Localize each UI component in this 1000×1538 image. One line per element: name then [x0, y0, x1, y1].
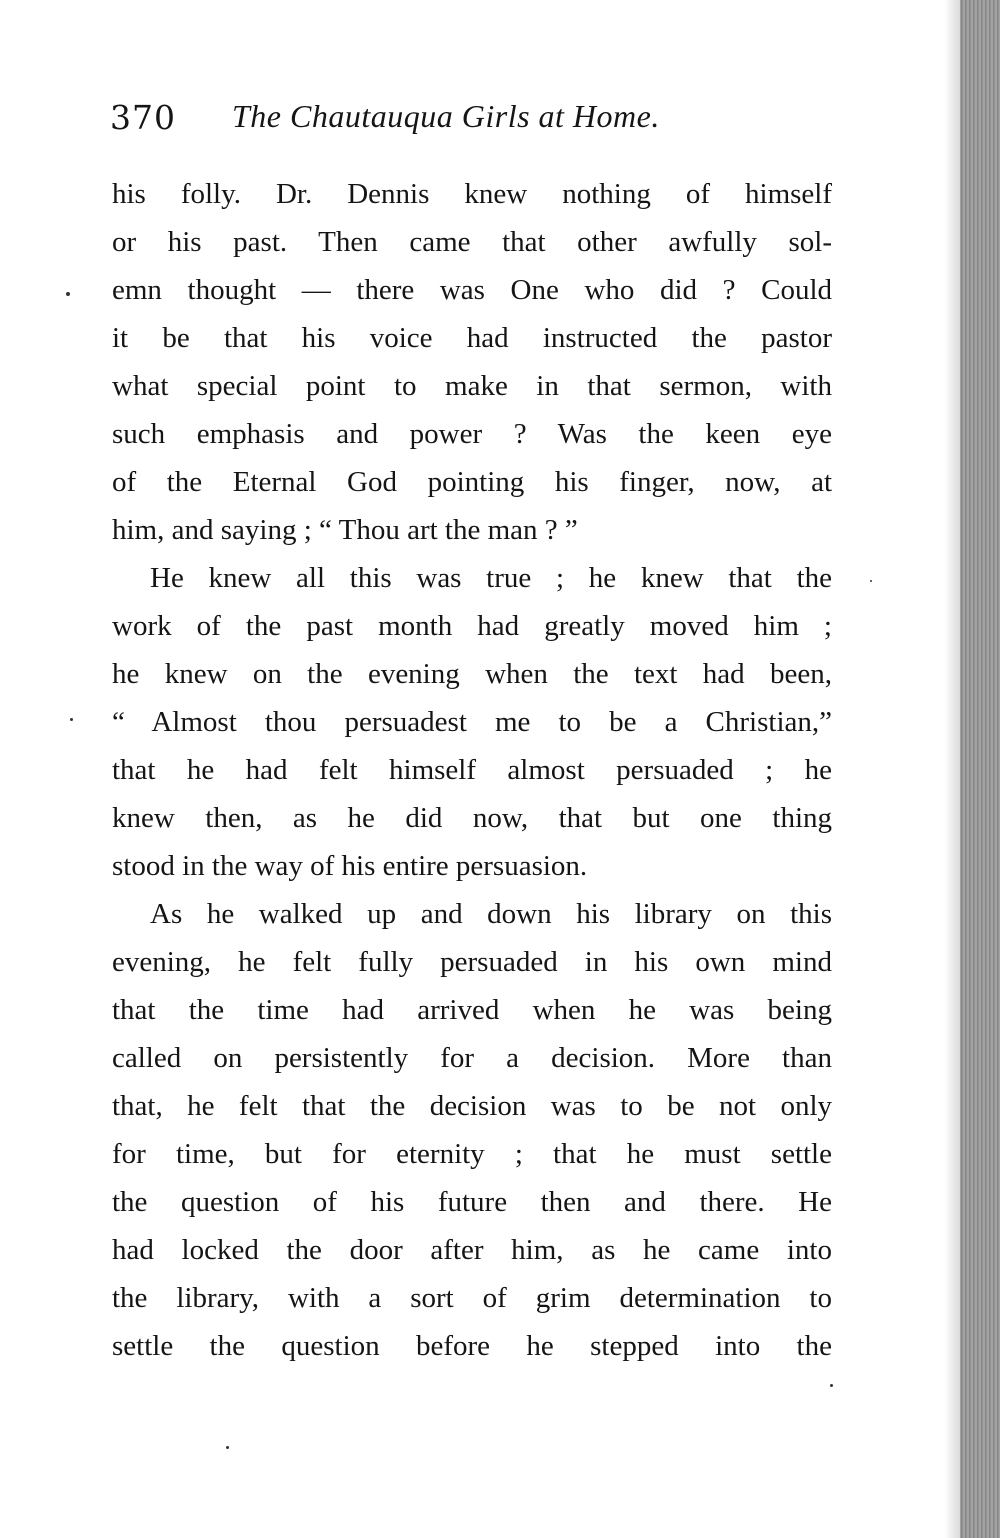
text-line: settle the question before he stepped into the: [112, 1330, 832, 1362]
scan-speck: [66, 292, 70, 296]
page-edge-scan-border: [960, 0, 1000, 1538]
text-line: or his past. Then came that other awfully sol-: [112, 226, 832, 258]
text-line: that, he felt that the decision was to be not only: [112, 1090, 832, 1122]
running-header: [110, 98, 830, 148]
text-line: such emphasis and power ? Was the keen eye: [112, 418, 832, 450]
text-line: it be that his voice had instructed the pastor: [112, 322, 832, 354]
page-number: 370: [110, 98, 176, 137]
text-line: called on persistently for a decision. More than: [112, 1042, 832, 1074]
text-line: of the Eternal God pointing his finger, now, at: [112, 466, 832, 498]
text-line: for time, but for eternity ; that he must settle: [112, 1138, 832, 1170]
text-line: the library, with a sort of grim determination to: [112, 1282, 832, 1314]
body-text: [112, 170, 832, 1370]
page-gutter-shadow: [944, 0, 960, 1538]
paragraph-1: [112, 170, 832, 554]
running-title: The Chautauqua Girls at Home.: [232, 98, 660, 134]
text-line: knew then, as he did now, that but one thing: [112, 802, 832, 834]
text-line: stood in the way of his entire persuasion.: [112, 850, 588, 882]
text-line: work of the past month had greatly moved him ;: [112, 610, 832, 642]
text-line: his folly. Dr. Dennis knew nothing of himself: [112, 178, 832, 210]
text-line: had locked the door after him, as he came into: [112, 1234, 832, 1266]
text-line: that the time had arrived when he was being: [112, 994, 832, 1026]
text-line: “ Almost thou persuadest me to be a Christian,”: [112, 706, 832, 738]
text-line: emn thought — there was One who did ? Could: [112, 274, 832, 306]
text-line: he knew on the evening when the text had been,: [112, 658, 832, 690]
scan-speck: [830, 1384, 833, 1387]
paragraph-3: [112, 890, 832, 1370]
scan-speck: [226, 1446, 229, 1449]
text-line: the question of his future then and there. He: [112, 1186, 832, 1218]
text-line: As he walked up and down his library on this: [150, 898, 832, 930]
scan-speck: [70, 718, 73, 721]
text-line: that he had felt himself almost persuaded ; he: [112, 754, 832, 786]
paragraph-2: [112, 554, 832, 890]
scan-speck: [870, 580, 872, 582]
text-line: what special point to make in that sermon, with: [112, 370, 832, 402]
text-line: He knew all this was true ; he knew that the: [150, 562, 832, 594]
text-line: evening, he felt fully persuaded in his own mind: [112, 946, 832, 978]
text-line: him, and saying ; “ Thou art the man ? ”: [112, 514, 578, 546]
